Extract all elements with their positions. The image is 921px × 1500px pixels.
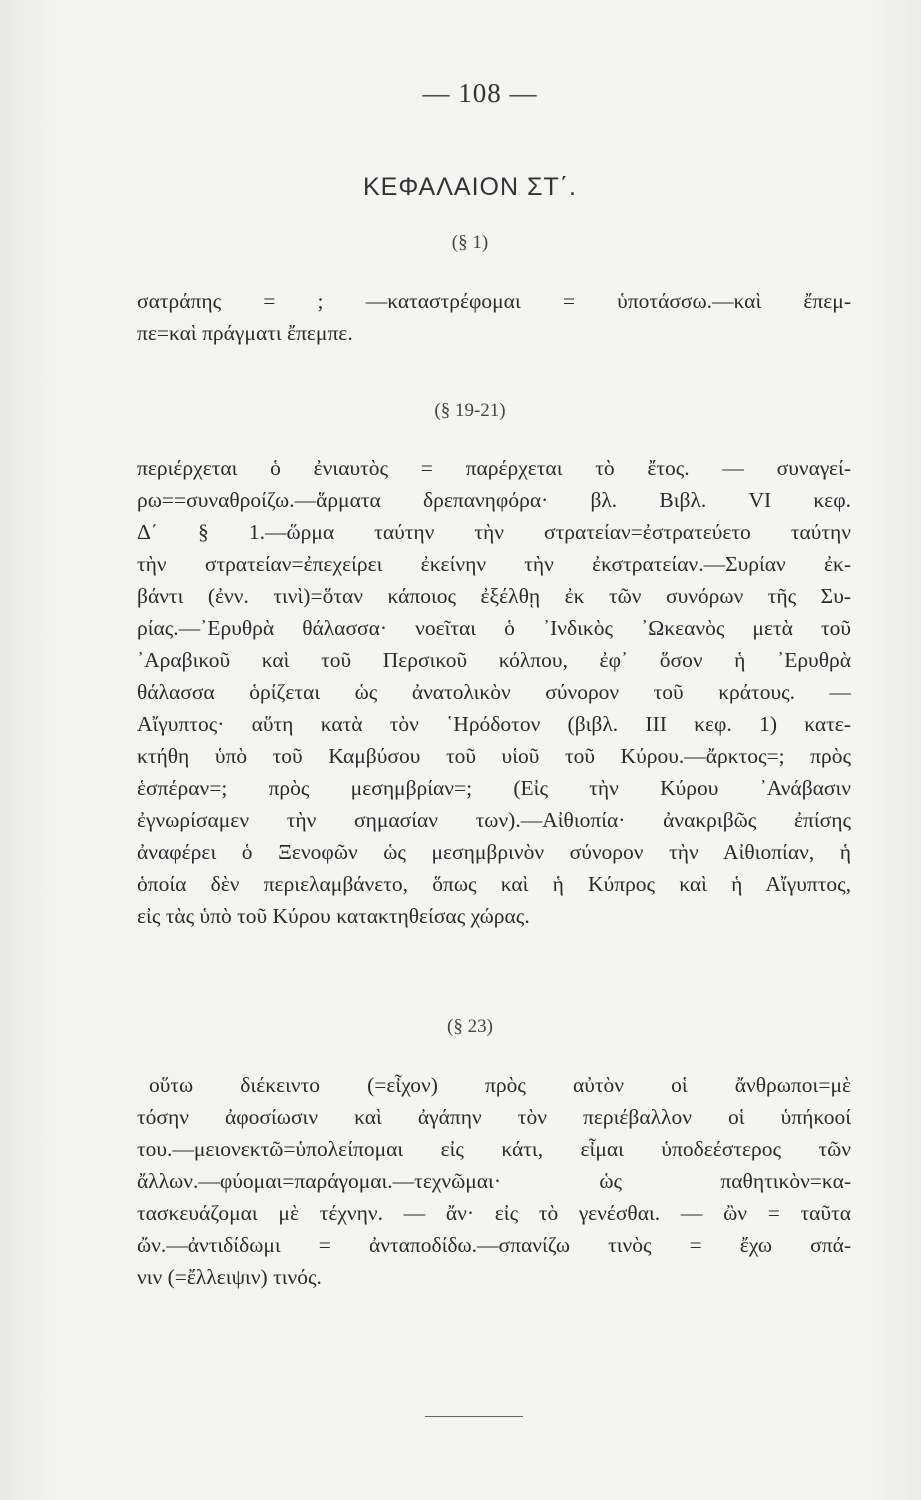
text-line: θάλασσα ὁρίζεται ὡς ἀνατολικὸν σύνορον τοῦ κράτους. — [137, 680, 851, 704]
text-line: βάντι (ἐνν. τινὶ)=ὅταν κάποιος ἐξέλθῃ ἐκ τῶν συνόρων τῆς Συ- [137, 584, 851, 608]
text-line: πε=καὶ πράγματι ἔπεμπε. [137, 321, 353, 345]
section-19-21-text [137, 452, 851, 932]
text-line: τὴν στρατείαν=ἐπεχείρει ἐκείνην τὴν ἐκστρατείαν.—Συρίαν ἐκ- [137, 552, 851, 576]
text-line: ὤν.—ἀντιδίδωμι = ἀνταποδίδω.—σπανίζω τινὸς = ἔχω σπά- [137, 1233, 851, 1257]
page-number: — 108 — [422, 78, 538, 108]
text-line: ρίας.—᾿Ερυθρὰ θάλασσα· νοεῖται ὁ ᾿Ινδικὸς ᾿Ωκεανὸς μετὰ τοῦ [137, 616, 851, 640]
text-line: σατράπης = ; —καταστρέφομαι = ὑποτάσσω.—καὶ ἔπεμ- [137, 289, 851, 313]
text-line: ἐγνωρίσαμεν τὴν σημασίαν των).—Αἰθιοπία· ἀνακριβῶς ἐπίσης [137, 808, 851, 832]
end-divider [425, 1416, 523, 1417]
text-line: ᾿Αραβικοῦ καὶ τοῦ Περσικοῦ κόλπου, ἐφ᾿ ὅσον ἡ ᾿Ερυθρὰ [137, 648, 851, 672]
text-line: ὁποία δὲν περιελαμβάνετο, ὅπως καὶ ἡ Κύπρος καὶ ἡ Αἴγυπτος, [137, 872, 851, 896]
section-ref-1: (§ 1) [451, 232, 489, 253]
text-line: τόσην ἀφοσίωσιν καὶ ἀγάπην τὸν περιέβαλλον οἱ ὑπήκοοί [137, 1105, 851, 1129]
text-line: ρω==συναθροίζω.—ἅρματα δρεπανηφόρα· βλ. Βιβλ. VI κεφ. [137, 488, 851, 512]
text-line: νιν (=ἔλλειψιν) τινός. [137, 1265, 322, 1289]
text-line: τασκευάζομαι μὲ τέχνην. — ἄν· εἰς τὸ γενέσθαι. — ὢν = ταῦτα [137, 1201, 851, 1225]
section-23-text [137, 1069, 851, 1293]
section-1-text [137, 285, 851, 349]
text-line: οὕτω διέκειντο (=εἶχον) πρὸς αὐτὸν οἱ ἄνθρωποι=μὲ [149, 1073, 851, 1097]
text-line: κτήθη ὑπὸ τοῦ Καμβύσου τοῦ υἱοῦ τοῦ Κύρου.—ἄρκτος=; πρὸς [137, 744, 851, 768]
text-line: ἑσπέραν=; πρὸς μεσημβρίαν=; (Εἰς τὴν Κύρου ᾿Ανάβασιν [137, 776, 851, 800]
section-ref-23: (§ 23) [447, 1016, 493, 1037]
text-line: ἀναφέρει ὁ Ξενοφῶν ὡς μεσημβρινὸν σύνορον τὴν Αἰθιοπίαν, ἡ [137, 840, 851, 864]
text-line: Δ΄ § 1.—ὥρμα ταύτην τὴν στρατείαν=ἐστρατεύετο ταύτην [137, 520, 851, 544]
chapter-title: ΚΕΦΑΛΑΙΟΝ ΣΤ΄. [362, 173, 577, 201]
text-line: περιέρχεται ὁ ἐνιαυτὸς = παρέρχεται τὸ ἔτος. — συναγεί- [137, 456, 851, 480]
section-ref-19-21: (§ 19-21) [434, 400, 506, 421]
text-line: Αἴγυπτος· αὕτη κατὰ τὸν ῾Ηρόδοτον (βιβλ. III κεφ. 1) κατε- [137, 712, 851, 736]
text-line: εἰς τὰς ὑπὸ τοῦ Κύρου κατακτηθείσας χώρας. [137, 904, 530, 928]
text-line: του.—μειονεκτῶ=ὑπολείπομαι εἰς κάτι, εἶμαι ὑποδεέστερος τῶν [137, 1137, 851, 1161]
text-line: ἄλλων.—φύομαι=παράγομαι.—τεχνῶμαι· ὡς παθητικὸν=κα- [137, 1169, 851, 1193]
